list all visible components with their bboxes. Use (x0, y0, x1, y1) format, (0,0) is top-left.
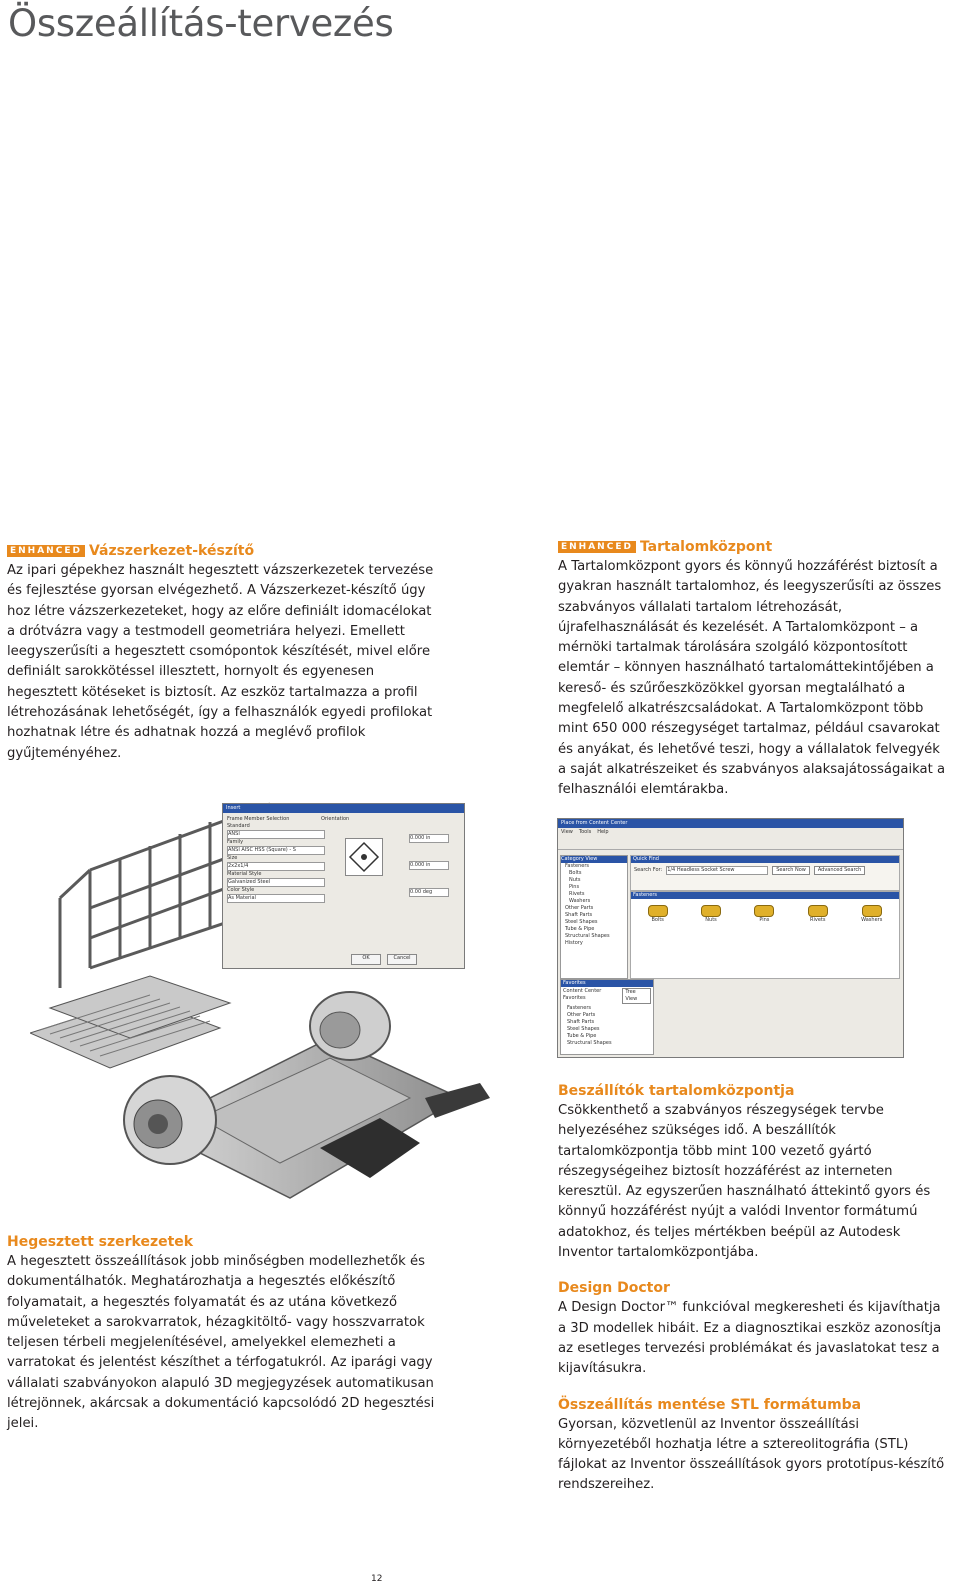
weldments-section (7, 1232, 439, 1435)
offset-x-input[interactable]: 0.000 in (409, 834, 449, 843)
favorites-item[interactable]: Structural Shapes (567, 1040, 612, 1046)
frame-generator-section (7, 541, 439, 764)
orientation-diamond-icon (346, 839, 382, 875)
stl-export-heading: Összeállítás mentése STL formátumba (558, 1396, 862, 1413)
field-label: Material Style (227, 871, 262, 877)
frame-generator-heading (7, 541, 439, 561)
supplier-content-section (558, 1081, 948, 1263)
tree-item[interactable]: Tube & Pipe (565, 926, 595, 932)
tile-label: Pins (759, 917, 770, 923)
field-label: Family (227, 839, 244, 845)
favorites-item[interactable]: Shaft Parts (567, 1019, 595, 1025)
tree-view-button[interactable]: Tree View (622, 988, 651, 1004)
content-center-section (558, 537, 948, 801)
tree-item[interactable]: Rivets (569, 891, 585, 897)
supplier-content-body: Csökkenthető a szabványos részegységek tervbe helyezéséhez szükséges idő. A beszállítók tartalomközpontja több mint 100 vezető gyártó részegységeihez biztosít hozzáférést az interneten keresztül. Az egyszerűen használható áttekintő gyors és könnyű hozzáférést nyújt a valódi Inventor formátumú adatokhoz, és teljes mértékben beépül az Autodesk Inventor tartalomközpontjába. (558, 1103, 931, 1261)
fastener-tile[interactable] (701, 905, 721, 924)
ok-button[interactable]: OK (351, 954, 381, 965)
page-title: Összeállítás-tervezés (8, 2, 394, 45)
category-tree (561, 863, 627, 947)
favorites-sub-label: Content Center Favorites (563, 988, 602, 1001)
size-select[interactable]: 2x2x1/4 (227, 862, 325, 871)
bolt-icon (648, 905, 668, 917)
fasteners-header: Fasteners (631, 892, 899, 899)
design-doctor-body: A Design Doctor™ funkcióval megkeresheti és kijavíthatja a 3D modellek hibáit. Ez a diagnosztikai eszköz azonosítja az esetleges tervezési problémákat és javaslatokat tesz a kijavításukra. (558, 1300, 942, 1377)
tree-item[interactable]: Steel Shapes (565, 919, 598, 925)
category-view-header: Category View (561, 856, 627, 863)
menu-tools[interactable]: Tools (578, 829, 592, 835)
weldments-heading: Hegesztett szerkezetek (7, 1234, 194, 1250)
page-number: 12 (371, 1574, 383, 1584)
quick-find-header: Quick Find (631, 856, 899, 863)
offset-y-input[interactable]: 0.000 in (409, 861, 449, 870)
fastener-tile[interactable] (754, 905, 774, 924)
field-label: Size (227, 855, 238, 861)
toolbar (558, 837, 903, 850)
right-lower-column (558, 1081, 948, 1496)
frame-member-selection (227, 816, 325, 903)
fastener-tiles (631, 899, 899, 924)
tree-item[interactable]: Bolts (569, 870, 582, 876)
favorites-item[interactable]: Steel Shapes (567, 1026, 600, 1032)
fastener-tile[interactable] (861, 905, 882, 924)
enhanced-badge: ENHANCED (7, 545, 85, 557)
frame-generator-body: Az ipari gépekhez használt hegesztett vázszerkezetek tervezése és fejlesztése gyorsan elvégezhető. A Vázszerkezet-készítő úgy hoz létre vázszerkezeteket, hogy az előre definiált idomacélokat a drótvázra vagy a testmodell geometriára helyezi. Emellett leegyszerűsíti a hegesztett csomópontok készítését, mivel előre definiált sarokkötéssel illesztett, hornyolt és egyenesen hegesztett kötéseket is biztosít. Az eszköz tartalmazza a profil létrehozásának lehetőségét, így a felhasználók egyedi profilokat hozhatnak létre és adhatnak hozzá a meglévő profilok gyűjteményéhez. (7, 563, 434, 761)
menu-bar (558, 828, 903, 837)
favorites-panel (560, 979, 654, 1055)
tree-item[interactable]: Pins (569, 884, 580, 890)
orientation-grid[interactable] (345, 838, 383, 876)
favorites-toolbar (561, 987, 653, 1005)
color-select[interactable]: As Material (227, 894, 325, 903)
stl-export-body: Gyorsan, közvetlenül az Inventor összeállítási környezetéből hozhatja létre a sztereolitográfia (STL) fájlokat az Inventor összeállítások gyors prototípus-készítő rendszereihez. (558, 1416, 945, 1493)
design-doctor-heading: Design Doctor (558, 1280, 670, 1297)
tree-item[interactable]: Other Parts (565, 905, 594, 911)
favorites-header: Favorites (561, 980, 653, 987)
tree-item[interactable]: History (565, 940, 583, 946)
field-label: Color Style (227, 887, 255, 893)
design-doctor-section (558, 1278, 948, 1379)
content-center-title: Tartalomközpont (639, 539, 773, 555)
quick-find-row (631, 863, 899, 878)
favorites-item[interactable]: Tube & Pipe (567, 1033, 597, 1039)
menu-help[interactable]: Help (597, 829, 609, 835)
pin-icon (754, 905, 774, 917)
rivet-icon (808, 905, 828, 917)
tree-item[interactable]: Fasteners (565, 863, 590, 869)
standard-select[interactable]: ANSI (227, 830, 325, 839)
tile-label: Washers (861, 917, 883, 923)
advanced-search-button[interactable]: Advanced Search (814, 866, 865, 875)
search-now-button[interactable]: Search Now (772, 866, 810, 875)
field-label: Standard (227, 823, 250, 829)
insert-dialog-title: Insert (223, 804, 464, 813)
search-for-label: Search For: (634, 867, 663, 873)
content-center-body: A Tartalomközpont gyors és könnyű hozzáférést biztosít a gyakran használt tartalomhoz, és leegyszerűsíti az összes szabványos vállalati tartalom létrehozását, újrafelhasználását és kezelését. A Tartalomközpont – a mérnöki tartalmak tárolására szolgáló központosított elemtár – könnyen használható tartalomáttekintőjében a kereső- és szűrőeszközökkel gyorsan megtalálható a megfelelő alkatrészcsaládokat. A Tartalomközpont több mint 650 000 részegységet tartalmaz, például csavarokat és anyákat, és lehetővé teszi, hogy a vállalatok felvegyék a saját alkatrészeiket és szabványos alaksajátosságaikat a felhasználói elemtárakba. (558, 559, 946, 798)
content-center-heading (558, 537, 948, 557)
tree-item[interactable]: Shaft Parts (565, 912, 593, 918)
material-select[interactable]: Galvanized Steel (227, 878, 325, 887)
menu-view[interactable]: View (561, 829, 573, 835)
insert-dialog (222, 803, 465, 969)
frame-generator-title: Vázszerkezet-készítő (88, 543, 255, 559)
washer-icon (862, 905, 882, 917)
content-center-window-title: Place from Content Center (558, 819, 903, 828)
tree-item[interactable]: Washers (569, 898, 591, 904)
favorites-item[interactable]: Fasteners (567, 1005, 592, 1011)
fasteners-panel (630, 891, 900, 979)
stl-export-section (558, 1395, 948, 1496)
weldments-body: A hegesztett összeállítások jobb minőségben modellezhetők és dokumentálhatók. Meghatározhatja a hegesztés előkészítő folyamatait, a hegesztés folyamatát és az utána következő műveleteket a sarokvarratok, hézagkitöltő- vagy hosszvarratok teljesen térbeli megjelenítésével, amelyekkel elemezheti a varratokat és jelentést készíthet a térfogatukról. Az iparági vagy vállalati szabványokon alapuló 3D megjegyzések automatikusan létrejönnek, akárcsak a dokumentáció kapcsolódó 2D hegesztési jelei. (7, 1254, 435, 1432)
enhanced-badge: ENHANCED (558, 541, 636, 553)
tile-label: Rivets (810, 917, 826, 923)
nut-icon (701, 905, 721, 917)
fastener-tile[interactable] (648, 905, 668, 924)
favorites-tree (561, 1005, 653, 1047)
group-label: Frame Member Selection (227, 816, 290, 822)
tree-item[interactable]: Structural Shapes (565, 933, 610, 939)
rotation-input[interactable]: 0.00 deg (409, 888, 449, 897)
tile-label: Nuts (705, 917, 717, 923)
fastener-tile[interactable] (808, 905, 828, 924)
supplier-content-heading: Beszállítók tartalomközpontja (558, 1083, 795, 1099)
favorites-item[interactable]: Other Parts (567, 1012, 596, 1018)
quick-find-panel (630, 855, 900, 891)
offset-fields (409, 834, 449, 897)
cancel-button[interactable]: Cancel (387, 954, 417, 965)
category-view (560, 855, 628, 979)
tree-item[interactable]: Nuts (569, 877, 581, 883)
search-input[interactable]: 1/4 Headless Socket Screw (666, 866, 768, 875)
family-select[interactable]: ANSI AISC HSS (Square) - S (227, 846, 325, 855)
content-center-window (557, 818, 904, 1058)
orientation-label: Orientation (321, 816, 350, 822)
tile-label: Bolts (651, 917, 664, 923)
